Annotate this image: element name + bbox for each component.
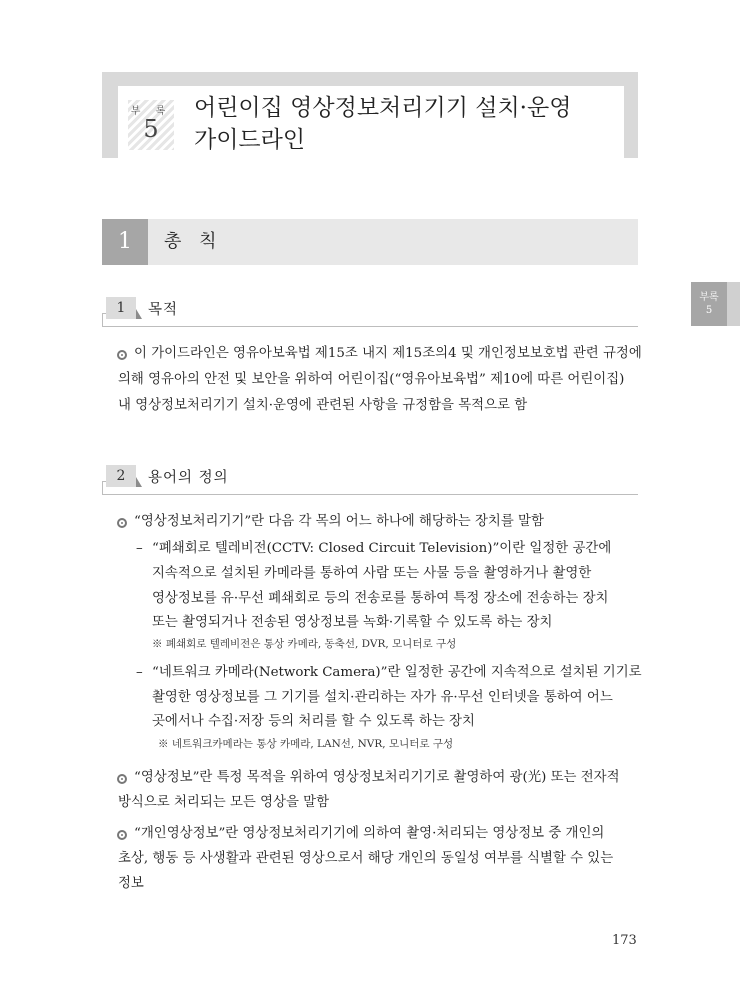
chapter-title: 총 칙 (164, 231, 223, 252)
bullet-icon (117, 350, 127, 360)
network-camera-line: 촬영한 영상정보를 그 기기를 설치·관리하는 자가 유·무선 인터넷을 통하여 어느 (152, 690, 613, 705)
section-number: 1 (106, 297, 136, 319)
purpose-line: 내 영상정보처리기기 설치·운영에 관련된 사항을 규정함을 목적으로 함 (118, 398, 528, 413)
section-rule (102, 326, 638, 327)
video-info-line: “영상정보”란 특정 목적을 위하여 영상정보처리기기로 촬영하여 광(光) 또는 전자적 (134, 770, 620, 785)
cctv-note: ※ 폐쇄회로 텔레비전은 통상 카메라, 동축선, DVR, 모니터로 구성 (152, 638, 457, 650)
section-rule (102, 494, 638, 495)
section-heading-2 (102, 465, 638, 495)
section-title: 목적 (148, 302, 179, 318)
bullet-icon (117, 518, 127, 528)
side-tab-label: 부록 (699, 292, 719, 303)
personal-video-info-line: 정보 (118, 876, 144, 891)
dash-icon: – (136, 665, 143, 680)
section-number: 2 (106, 465, 136, 487)
page-title-line1: 어린이집 영상정보처리기기 설치·운영 (194, 95, 572, 121)
network-camera-note: ※ 네트워크카메라는 통상 카메라, LAN선, NVR, 모니터로 구성 (158, 738, 454, 750)
cctv-definition-line: 영상정보를 유·무선 폐쇄회로 등의 전송로를 통하여 특정 장소에 전송하는 장치 (152, 591, 609, 606)
chapter-bar (102, 219, 638, 265)
personal-video-info-line: “개인영상정보”란 영상정보처리기기에 의하여 촬영·처리되는 영상정보 중 개인의 (134, 826, 605, 841)
section-marker (136, 309, 142, 319)
definition-intro: “영상정보처리기기”란 다음 각 목의 어느 하나에 해당하는 장치를 말함 (134, 514, 544, 529)
purpose-line: 이 가이드라인은 영유아보육법 제15조 내지 제15조의4 및 개인정보보호법 관련 규정에 (134, 346, 642, 361)
video-info-line: 방식으로 처리되는 모든 영상을 말함 (118, 795, 330, 810)
page-number: 173 (612, 933, 637, 948)
side-tab-number: 5 (705, 305, 713, 316)
appendix-number: 5 (143, 115, 159, 143)
cctv-definition-line: 또는 촬영되거나 전송된 영상정보를 녹화·기록할 수 있도록 하는 장치 (152, 615, 553, 630)
cctv-definition-line: 지속적으로 설치된 카메라를 통하여 사람 또는 사물 등을 촬영하거나 촬영한 (152, 566, 592, 581)
appendix-tag (128, 100, 174, 150)
personal-video-info-line: 초상, 행동 등 사생활과 관련된 영상으로서 해당 개인의 동일성 여부를 식별할 수 있는 (118, 851, 614, 866)
page-title (194, 92, 614, 156)
cctv-definition-line: “폐쇄회로 텔레비전(CCTV: Closed Circuit Television)”이란 일정한 공간에 (152, 541, 612, 556)
chapter-number: 1 (102, 219, 148, 265)
dash-icon: – (136, 541, 143, 556)
appendix-label: 부 록 (130, 106, 172, 117)
bullet-icon (117, 774, 127, 784)
section-title: 용어의 정의 (148, 470, 229, 486)
network-camera-line: 곳에서나 수집·저장 등의 처리를 할 수 있도록 하는 장치 (152, 714, 475, 729)
purpose-line: 의해 영유아의 안전 및 보안을 위하여 어린이집(“영유아보육법” 제10에 따른 어린이집) (118, 372, 625, 387)
section-heading-1 (102, 297, 638, 327)
side-tab-strip (727, 282, 740, 326)
section-marker (136, 477, 142, 487)
side-tab (691, 282, 727, 326)
bullet-icon (117, 830, 127, 840)
network-camera-line: “네트워크 카메라(Network Camera)”란 일정한 공간에 지속적으로 설치된 기기로 (152, 665, 642, 680)
page-title-line2: 가이드라인 (194, 127, 306, 153)
